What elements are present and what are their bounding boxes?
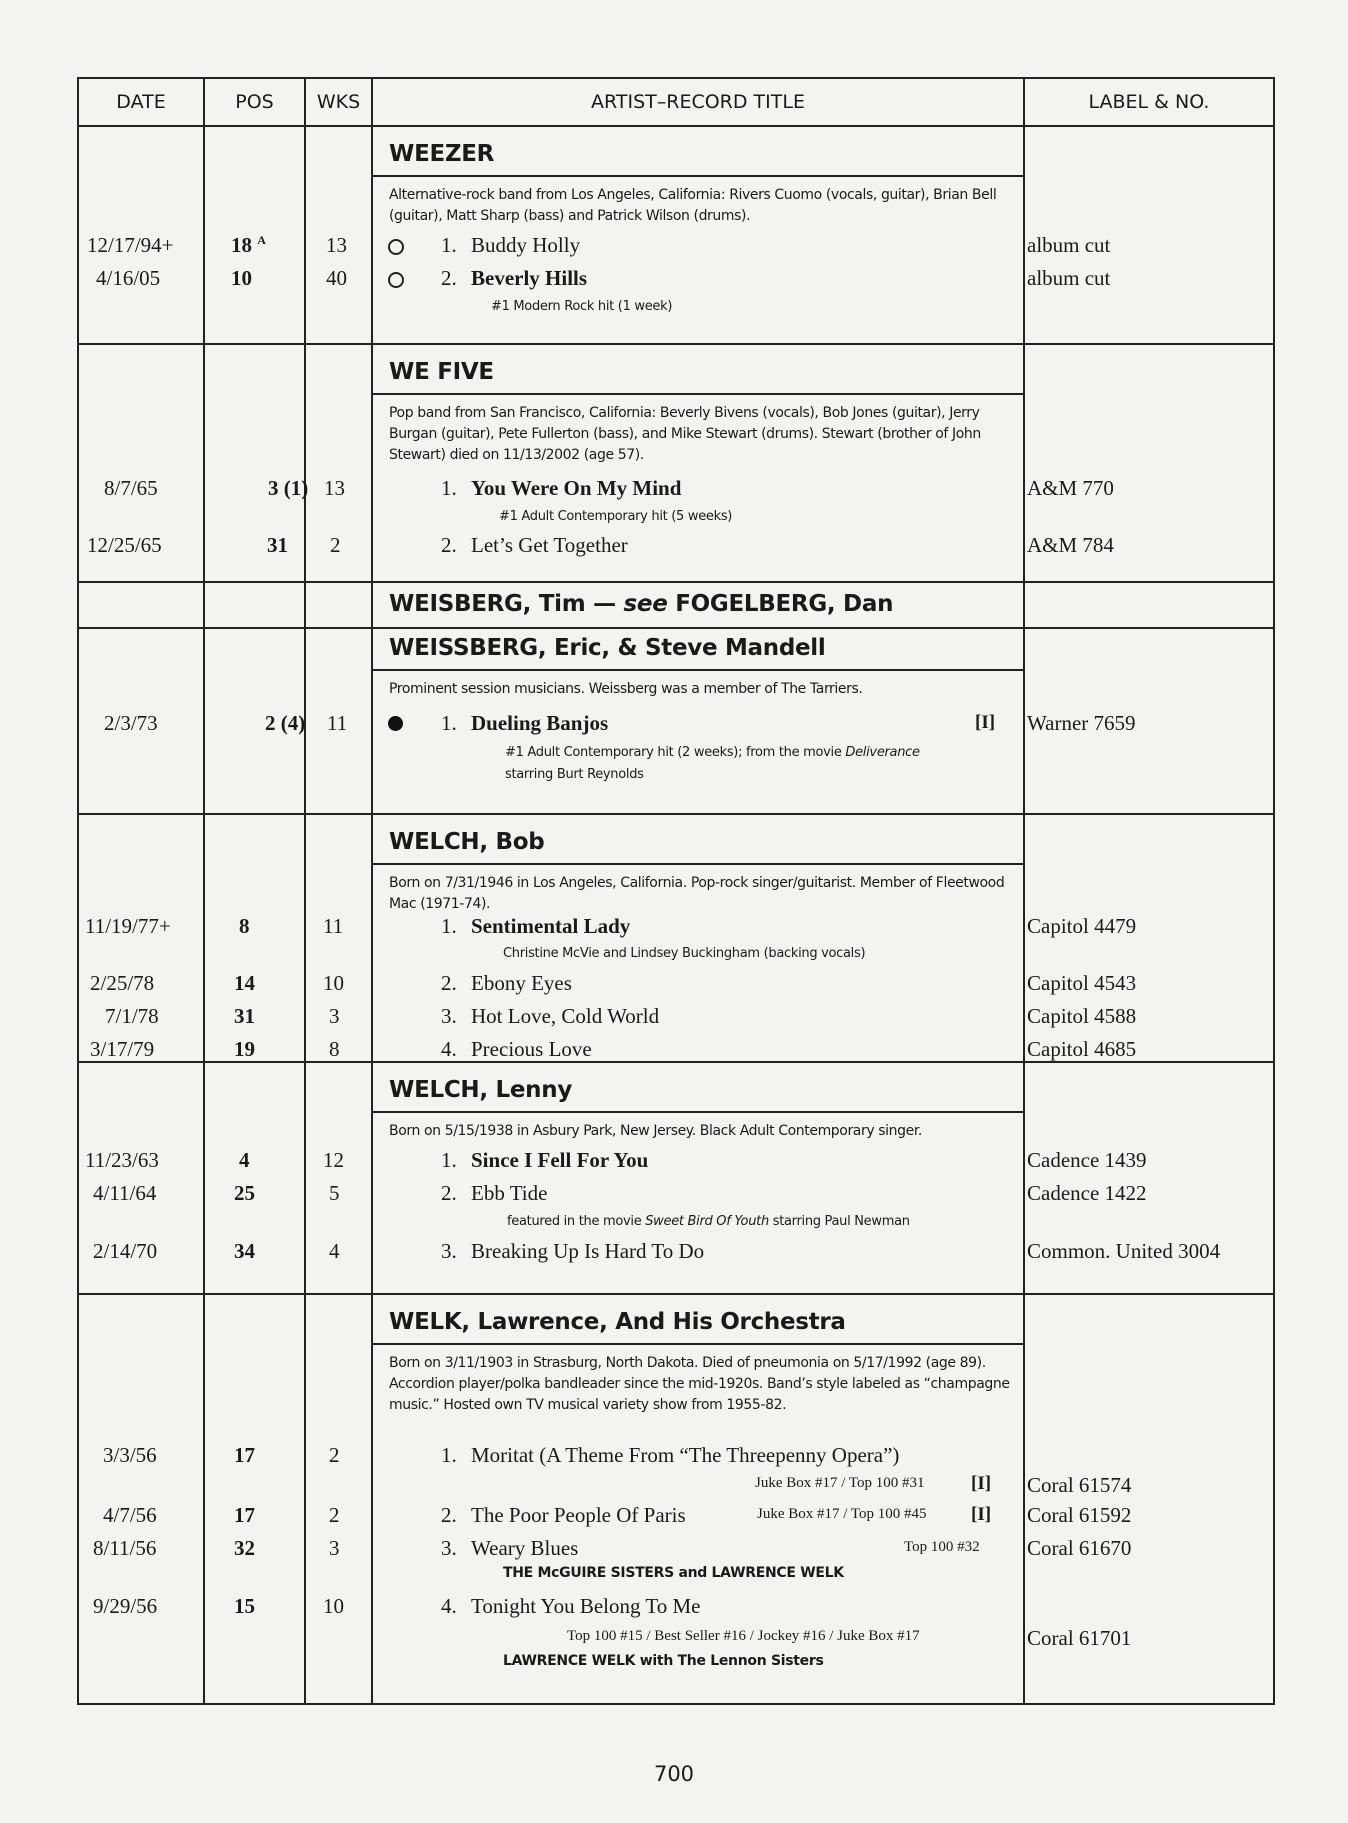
record-date: 9/29/56: [93, 1594, 158, 1618]
record-number: 1.: [441, 233, 457, 257]
record-title: Beverly Hills: [471, 266, 588, 290]
header-wks: WKS: [306, 79, 373, 125]
header-pos: POS: [205, 79, 306, 125]
record-wks: 40: [326, 266, 347, 290]
instrumental-tag: [I]: [975, 712, 996, 733]
record-number: 3.: [441, 1239, 457, 1263]
record-date: 12/25/65: [87, 533, 162, 557]
artist-name: WEISSBERG, Eric, & Steve Mandell: [373, 629, 1025, 671]
record-note: #1 Adult Contemporary hit (2 weeks); from the movie Deliverance: [505, 745, 920, 760]
record-number: 2.: [441, 266, 457, 290]
record-pos: 10: [231, 266, 252, 290]
record-pos: 8: [239, 914, 250, 938]
artist-section-welch-bob: [79, 815, 1273, 1063]
record-number: 3.: [441, 1004, 457, 1028]
chart-history-table: [77, 77, 1275, 1705]
record-title: Sentimental Lady: [471, 914, 631, 938]
record-pos: 25: [234, 1181, 255, 1205]
record-pos: 2 (4): [265, 711, 306, 735]
record-label: Coral 61670: [1027, 1536, 1132, 1560]
instrumental-tag: [I]: [971, 1473, 992, 1494]
record-pos: 17: [234, 1503, 255, 1527]
record-wks: 5: [329, 1181, 340, 1205]
record-label: A&M 784: [1027, 533, 1114, 557]
cross-reference: WEISBERG, Tim — see FOGELBERG, Dan: [389, 591, 894, 617]
record-credit: LAWRENCE WELK with The Lennon Sisters: [503, 1653, 824, 1669]
page-number: 700: [653, 1762, 695, 1786]
artist-name: WE FIVE: [373, 345, 1025, 395]
record-wks: 8: [329, 1037, 340, 1061]
record-title: Moritat (A Theme From “The Threepenny Opera”): [471, 1443, 900, 1467]
record-pos: 15: [234, 1594, 255, 1618]
record-note: #1 Modern Rock hit (1 week): [491, 299, 673, 314]
table-header: [79, 79, 1273, 127]
artist-bio: Born on 3/11/1903 in Strasburg, North Dakota. Died of pneumonia on 5/17/1992 (age 89). Accordion player/polka bandleader since the mid-1920s. Band’s style labeled as “champagne music.” Hosted own TV musical variety show from 1955-82.: [389, 1355, 1010, 1413]
record-pos: 34: [234, 1239, 255, 1263]
record-title: Dueling Banjos: [471, 711, 609, 735]
record-wks: 11: [327, 711, 348, 735]
record-date: 11/23/63: [85, 1148, 159, 1172]
artist-bio: Pop band from San Francisco, California: Beverly Bivens (vocals), Bob Jones (guitar), Jerry Burgan (guitar), Pete Fullerton (bass), and Mike Stewart (drums). Stewart (brother of John Stewart) died on 11/13/2002 (age 57).: [389, 405, 981, 463]
record-wks: 2: [329, 1443, 340, 1467]
record-wks: 3: [329, 1004, 340, 1028]
record-wks: 2: [329, 1503, 340, 1527]
record-number: 2.: [441, 533, 457, 557]
record-pos: 19: [234, 1037, 255, 1061]
record-label: Coral 61701: [1027, 1626, 1132, 1650]
chart-positions: Juke Box #17 / Top 100 #45: [757, 1506, 927, 1522]
record-label: album cut: [1027, 233, 1111, 257]
header-date: DATE: [79, 79, 205, 125]
chart-positions: Top 100 #32: [904, 1539, 980, 1555]
artist-name: WELCH, Lenny: [373, 1063, 1025, 1113]
artist-section-we-five: [79, 345, 1273, 583]
artist-name: WELK, Lawrence, And His Orchestra: [373, 1295, 1025, 1345]
record-wks: 4: [329, 1239, 340, 1263]
see-link: see: [623, 591, 668, 617]
record-pos: 31: [234, 1004, 255, 1028]
record-number: 4.: [441, 1037, 457, 1061]
record-date: 3/17/79: [90, 1037, 155, 1061]
record-wks: 13: [326, 233, 347, 257]
record-date: 7/1/78: [105, 1004, 159, 1028]
record-label: Capitol 4479: [1027, 914, 1137, 938]
artist-section-weisberg-see-also: [79, 583, 1273, 629]
artist-name: WEEZER: [373, 127, 1025, 177]
record-credit: THE McGUIRE SISTERS and LAWRENCE WELK: [503, 1565, 844, 1581]
record-note: featured in the movie Sweet Bird Of Youth starring Paul Newman: [507, 1214, 910, 1229]
record-pos: 3 (1): [268, 476, 309, 500]
artist-section-weissberg: [79, 629, 1273, 815]
artist-name: WELCH, Bob: [373, 815, 1025, 865]
record-number: 1.: [441, 1443, 457, 1467]
record-title: You Were On My Mind: [471, 476, 682, 500]
record-number: 3.: [441, 1536, 457, 1560]
record-date: 8/11/56: [93, 1536, 157, 1560]
record-wks: 11: [323, 914, 344, 938]
gold-record-circle-icon: [388, 239, 404, 260]
record-date: 2/3/73: [104, 711, 158, 735]
record-title: Ebb Tide: [471, 1181, 548, 1205]
record-number: 1.: [441, 1148, 457, 1172]
platinum-record-dot-icon: [388, 716, 403, 736]
record-date: 4/16/05: [96, 266, 161, 290]
record-title: Ebony Eyes: [471, 971, 572, 995]
record-label: Cadence 1422: [1027, 1181, 1147, 1205]
header-title: ARTIST–RECORD TITLE: [373, 79, 1025, 125]
record-number: 1.: [441, 711, 457, 735]
record-label: Capitol 4588: [1027, 1004, 1137, 1028]
record-title: Hot Love, Cold World: [471, 1004, 660, 1028]
chart-positions: Top 100 #15 / Best Seller #16 / Jockey #16 / Juke Box #17: [567, 1628, 920, 1644]
record-pos: 14: [234, 971, 255, 995]
record-wks: 10: [323, 1594, 344, 1618]
record-wks: 12: [323, 1148, 344, 1172]
record-title: The Poor People Of Paris: [471, 1503, 686, 1527]
record-pos: 4: [239, 1148, 250, 1172]
artist-section-weezer: [79, 127, 1273, 345]
gold-record-circle-icon: [388, 272, 404, 293]
record-title: Precious Love: [471, 1037, 592, 1061]
see-target: FOGELBERG, Dan: [675, 591, 894, 617]
record-label: Common. United 3004: [1027, 1239, 1221, 1263]
record-label: Warner 7659: [1027, 711, 1136, 735]
record-pos: 18 $^A$: [231, 233, 266, 257]
record-label: Coral 61574: [1027, 1473, 1132, 1497]
artist-section-welch-lenny: [79, 1063, 1273, 1295]
record-title: Since I Fell For You: [471, 1148, 649, 1172]
record-pos: 31: [267, 533, 288, 557]
record-label: Cadence 1439: [1027, 1148, 1147, 1172]
record-wks: 3: [329, 1536, 340, 1560]
record-number: 2.: [441, 1181, 457, 1205]
record-wks: 2: [330, 533, 341, 557]
record-pos: 17: [234, 1443, 255, 1467]
record-number: 4.: [441, 1594, 457, 1618]
artist-bio: Prominent session musicians. Weissberg was a member of The Tarriers.: [389, 681, 863, 697]
record-note-cont: starring Burt Reynolds: [505, 767, 644, 782]
header-label: LABEL & NO.: [1088, 91, 1210, 113]
record-title: Let’s Get Together: [471, 533, 628, 557]
record-title: Tonight You Belong To Me: [471, 1594, 701, 1618]
record-label: A&M 770: [1027, 476, 1114, 500]
record-date: 2/14/70: [93, 1239, 158, 1263]
record-number: 2.: [441, 971, 457, 995]
record-number: 2.: [441, 1503, 457, 1527]
artist-bio: Born on 5/15/1938 in Asbury Park, New Jersey. Black Adult Contemporary singer.: [389, 1123, 922, 1139]
record-title: Weary Blues: [471, 1536, 579, 1560]
artist-bio: Born on 7/31/1946 in Los Angeles, California. Pop-rock singer/guitarist. Member of Fleetwood Mac (1971-74).: [389, 875, 1005, 912]
record-date: 11/19/77+: [85, 914, 171, 938]
record-date: 2/25/78: [90, 971, 155, 995]
record-wks: 10: [323, 971, 344, 995]
record-pos: 32: [234, 1536, 255, 1560]
record-date: 12/17/94+: [87, 233, 174, 257]
instrumental-tag: [I]: [971, 1504, 992, 1525]
artist-bio: Alternative-rock band from Los Angeles, California: Rivers Cuomo (vocals, guitar), Brian Bell (guitar), Matt Sharp (bass) and Patrick Wilson (drums).: [389, 187, 997, 224]
record-label: Coral 61592: [1027, 1503, 1132, 1527]
record-date: 8/7/65: [104, 476, 158, 500]
record-number: 1.: [441, 914, 457, 938]
artist-section-welk-lawrence: [79, 1295, 1273, 1703]
chart-positions: Juke Box #17 / Top 100 #31: [755, 1475, 925, 1491]
record-date: 4/7/56: [103, 1503, 157, 1527]
record-number: 1.: [441, 476, 457, 500]
record-note: #1 Adult Contemporary hit (5 weeks): [499, 509, 733, 524]
record-label: Capitol 4685: [1027, 1037, 1137, 1061]
record-label: Capitol 4543: [1027, 971, 1137, 995]
record-date: 4/11/64: [93, 1181, 157, 1205]
record-label: album cut: [1027, 266, 1111, 290]
record-note: Christine McVie and Lindsey Buckingham (backing vocals): [503, 946, 866, 961]
record-title: Buddy Holly: [471, 233, 581, 257]
record-date: 3/3/56: [103, 1443, 157, 1467]
record-wks: 13: [324, 476, 345, 500]
record-title: Breaking Up Is Hard To Do: [471, 1239, 705, 1263]
